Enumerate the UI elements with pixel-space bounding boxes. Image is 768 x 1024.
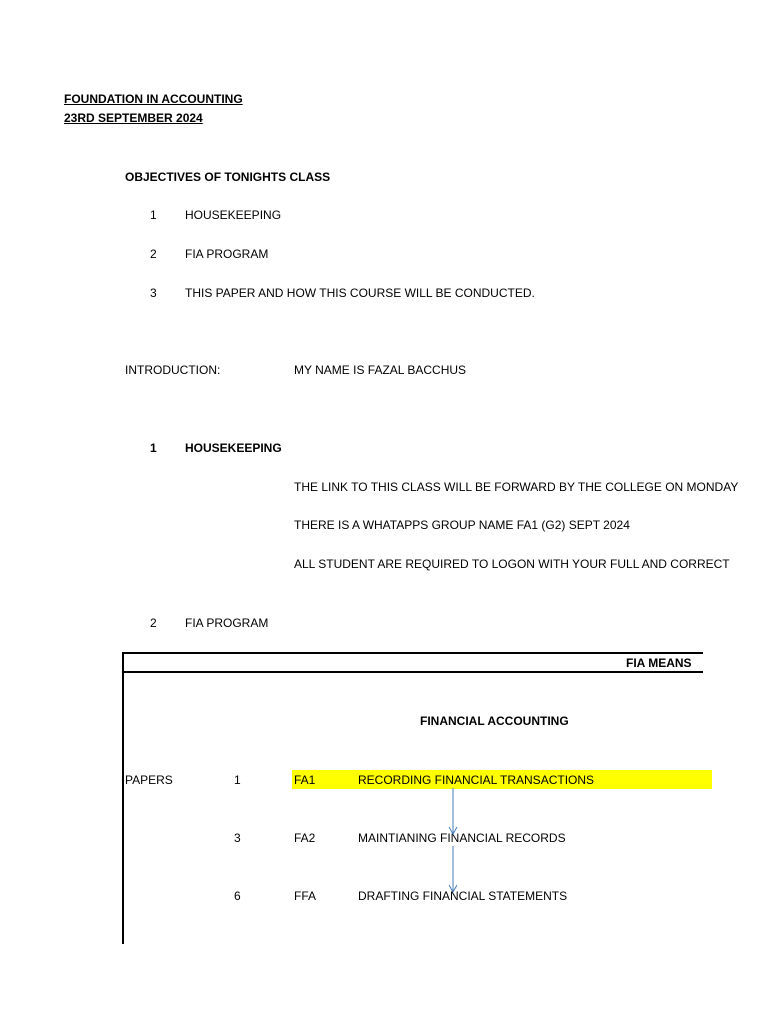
down-arrow-icon bbox=[445, 787, 461, 837]
down-arrow-icon bbox=[445, 845, 461, 895]
paper-number: 3 bbox=[234, 831, 241, 845]
introduction-label: INTRODUCTION: bbox=[125, 363, 221, 377]
housekeeping-line: ALL STUDENT ARE REQUIRED TO LOGON WITH YOUR FULL AND CORRECT bbox=[294, 557, 730, 571]
document-title: FOUNDATION IN ACCOUNTING bbox=[64, 92, 243, 106]
paper-number: 6 bbox=[234, 889, 241, 903]
table-header: FIA MEANS bbox=[626, 656, 692, 670]
fia-program-heading: FIA PROGRAM bbox=[185, 616, 269, 630]
paper-number: 1 bbox=[234, 773, 241, 787]
objective-text: THIS PAPER AND HOW THIS COURSE WILL BE CONDUCTED. bbox=[185, 286, 535, 300]
table-header-border bbox=[123, 671, 703, 673]
paper-name: DRAFTING FINANCIAL STATEMENTS bbox=[358, 889, 568, 903]
objective-text: FIA PROGRAM bbox=[185, 247, 269, 261]
objective-text: HOUSEKEEPING bbox=[185, 208, 282, 222]
document-date: 23RD SEPTEMBER 2024 bbox=[64, 111, 203, 125]
housekeeping-number: 1 bbox=[150, 441, 157, 455]
table-left-border bbox=[122, 652, 124, 944]
papers-label: PAPERS bbox=[125, 773, 173, 787]
paper-name: RECORDING FINANCIAL TRANSACTIONS bbox=[358, 773, 595, 787]
paper-code: FFA bbox=[294, 889, 317, 903]
housekeeping-line: THERE IS A WHATAPPS GROUP NAME FA1 (G2) SEPT 2024 bbox=[294, 518, 630, 532]
housekeeping-line: THE LINK TO THIS CLASS WILL BE FORWARD BY THE COLLEGE ON MONDAY bbox=[294, 480, 739, 494]
housekeeping-heading: HOUSEKEEPING bbox=[185, 441, 282, 455]
paper-name: MAINTIANING FINANCIAL RECORDS bbox=[358, 831, 566, 845]
objective-number: 2 bbox=[150, 247, 157, 261]
objectives-heading: OBJECTIVES OF TONIGHTS CLASS bbox=[125, 170, 331, 184]
introduction-text: MY NAME IS FAZAL BACCHUS bbox=[294, 363, 467, 377]
objective-number: 3 bbox=[150, 286, 157, 300]
paper-code: FA2 bbox=[294, 831, 316, 845]
table-top-border bbox=[123, 652, 703, 654]
paper-code: FA1 bbox=[294, 773, 316, 787]
section-title: FINANCIAL ACCOUNTING bbox=[420, 714, 569, 728]
objective-number: 1 bbox=[150, 208, 157, 222]
fia-program-number: 2 bbox=[150, 616, 157, 630]
